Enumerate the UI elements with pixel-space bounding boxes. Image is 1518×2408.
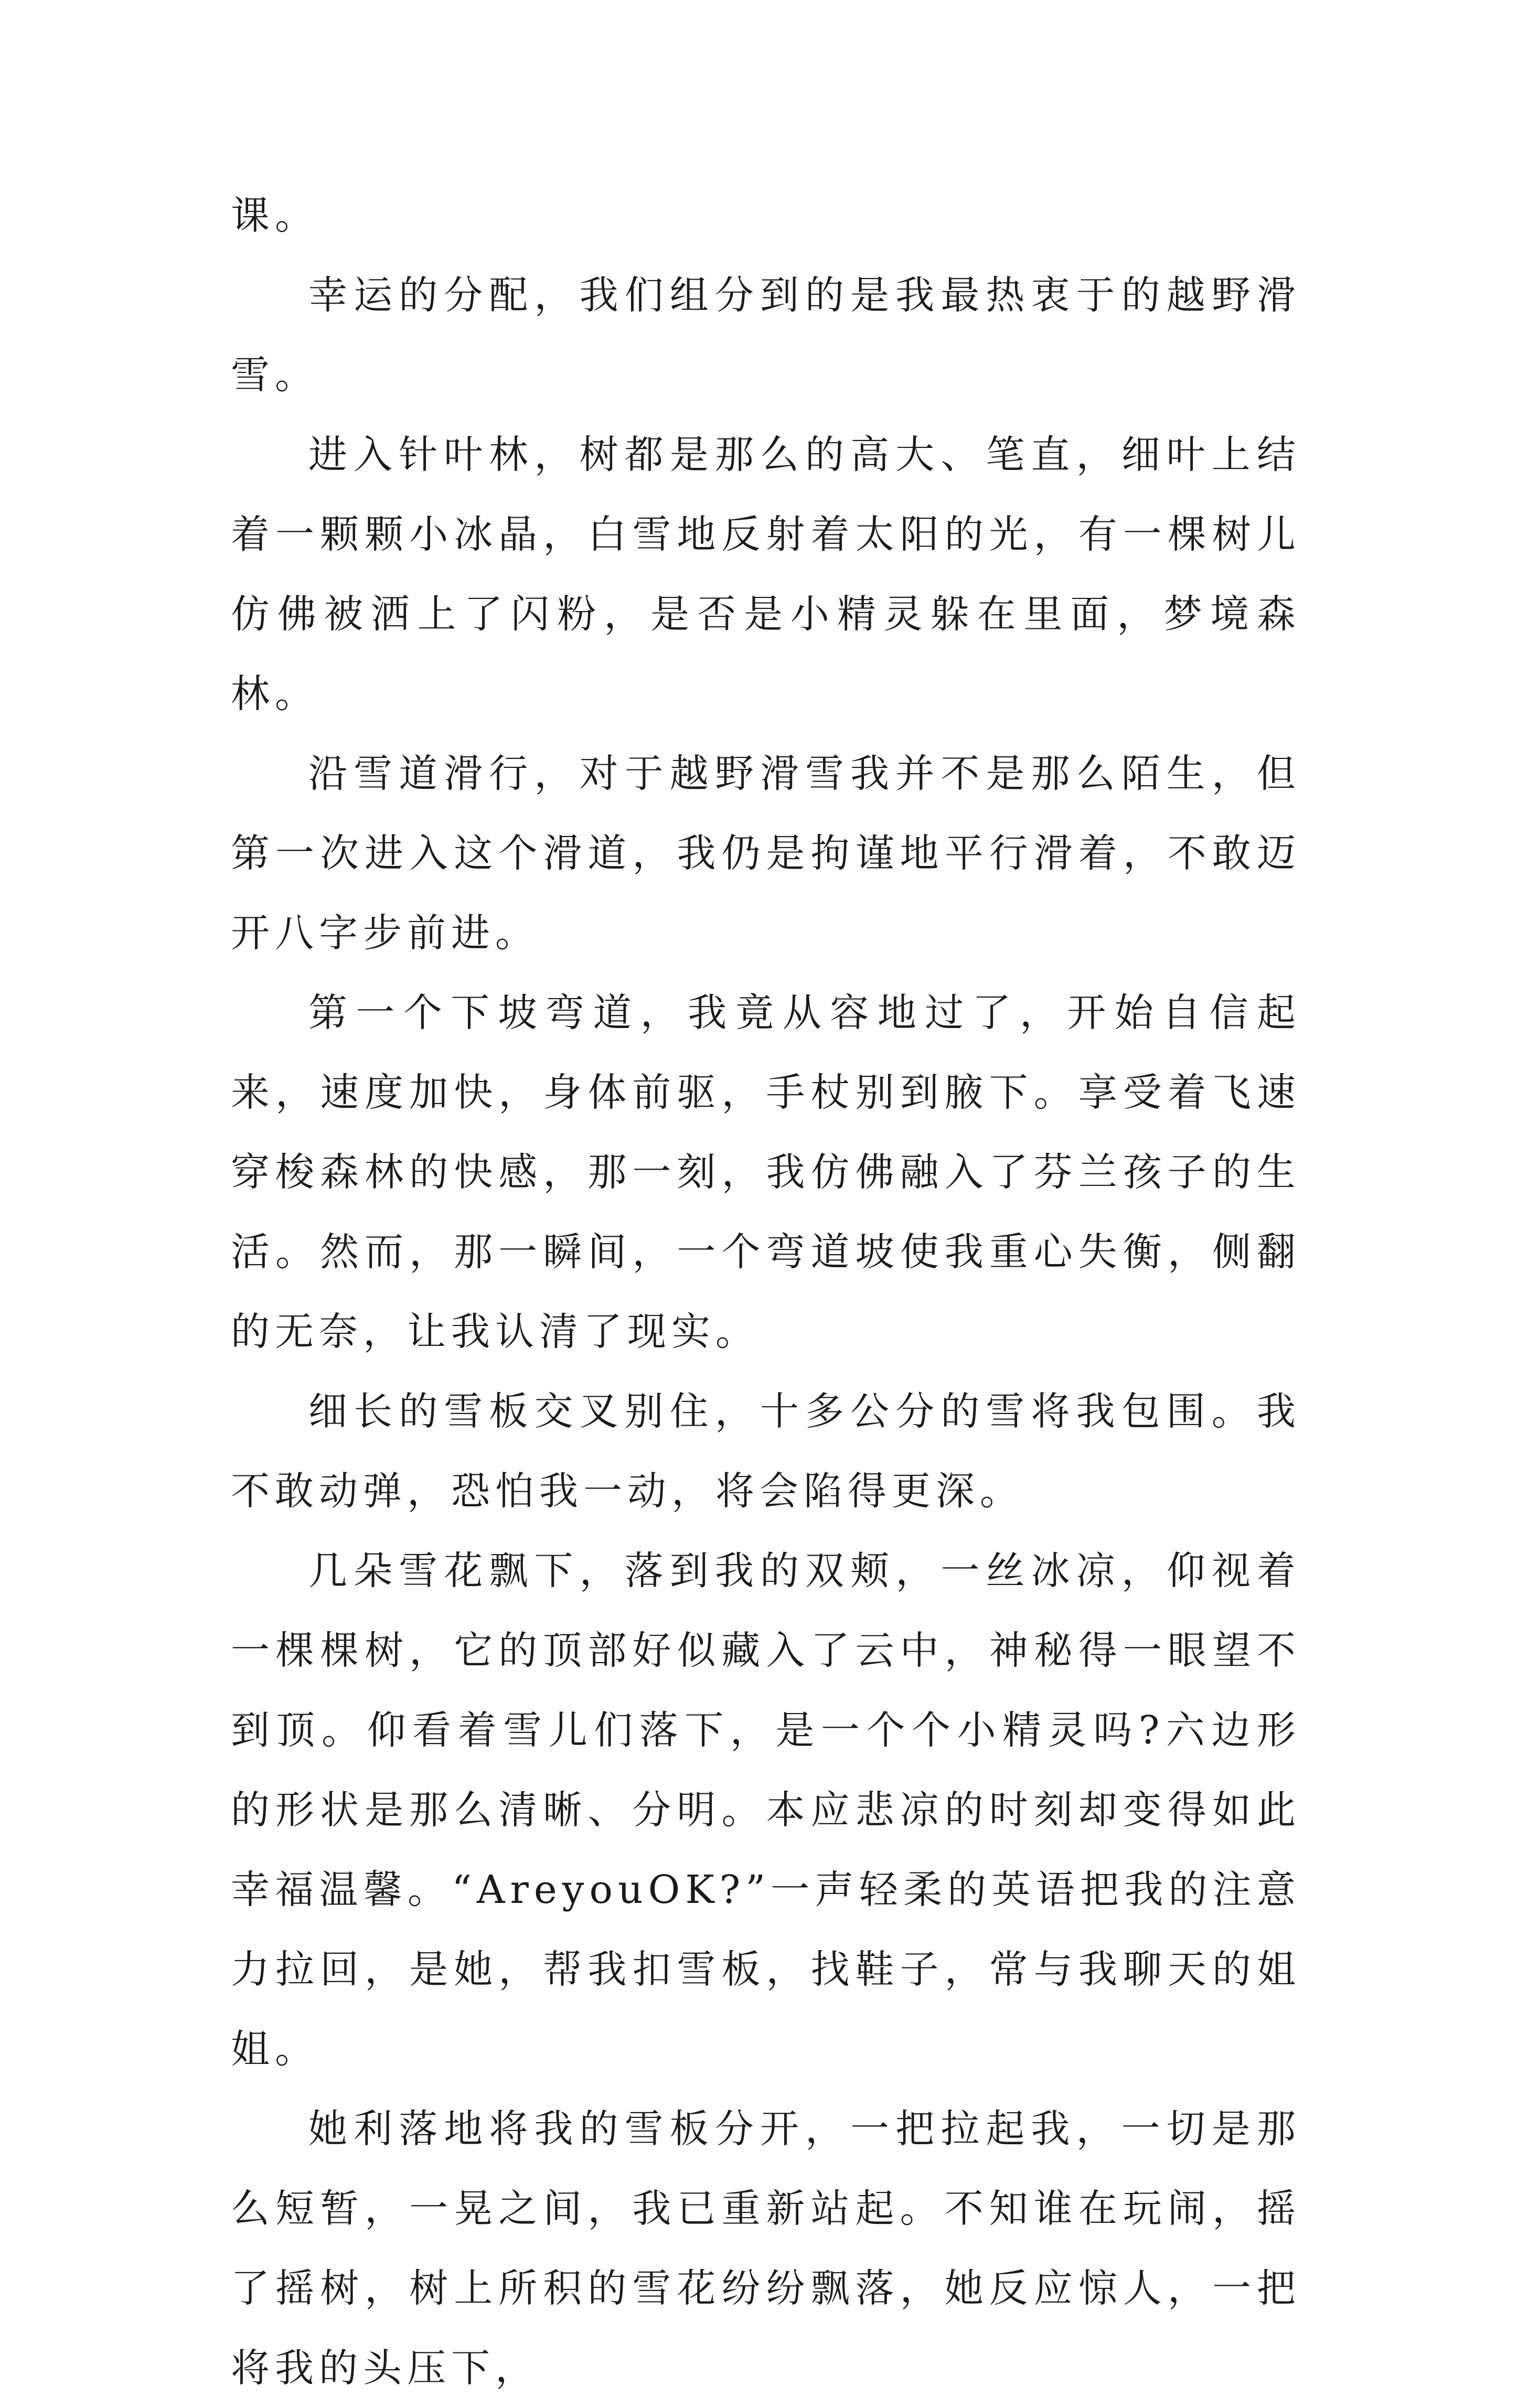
paragraph: 几朵雪花飘下，落到我的双颊，一丝冰凉，仰视着一棵棵树，它的顶部好似藏入了云中，神秘得一眼望不到顶。仰看着雪儿们落下，是一个个小精灵吗?六边形的形状是那么清晰、分明。本应悲凉的时刻却变得如此幸福温馨。“AreyouOK?”一声轻柔的英语把我的注意力拉回，是她，帮我扣雪板，找鞋子，常与我聊天的姐姐。 <box>231 1548 1301 2072</box>
paragraph: 她利落地将我的雪板分开，一把拉起我，一切是那么短暂，一晃之间，我已重新站起。不知谁在玩闹，摇了摇树，树上所积的雪花纷纷飘落，她反应惊人，一把将我的头压下， <box>231 2106 1301 2391</box>
paragraph: 沿雪道滑行，对于越野滑雪我并不是那么陌生，但第一次进入这个滑道，我仍是拘谨地平行滑着，不敢迈开八字步前进。 <box>231 751 1301 956</box>
paragraph-continuation: 课。 <box>231 193 319 238</box>
paragraph: 细长的雪板交叉别住，十多公分的雪将我包围。我不敢动弹，恐怕我一动，将会陷得更深。 <box>231 1389 1301 1514</box>
paragraph: 第一个下坡弯道，我竟从容地过了，开始自信起来，速度加快，身体前驱，手杖别到腋下。享受着飞速穿梭森林的快感，那一刻，我仿佛融入了芬兰孩子的生活。然而，那一瞬间，一个弯道坡使我重心失衡，侧翻的无奈，让我认清了现实。 <box>231 990 1301 1354</box>
document-body <box>231 176 1301 2408</box>
paragraph: 进入针叶林，树都是那么的高大、笔直，细叶上结着一颗颗小冰晶，白雪地反射着太阳的光，有一棵树儿仿佛被洒上了闪粉，是否是小精灵躲在里面，梦境森林。 <box>231 432 1301 716</box>
paragraph: 幸运的分配，我们组分到的是我最热衷于的越野滑雪。 <box>231 273 1301 398</box>
